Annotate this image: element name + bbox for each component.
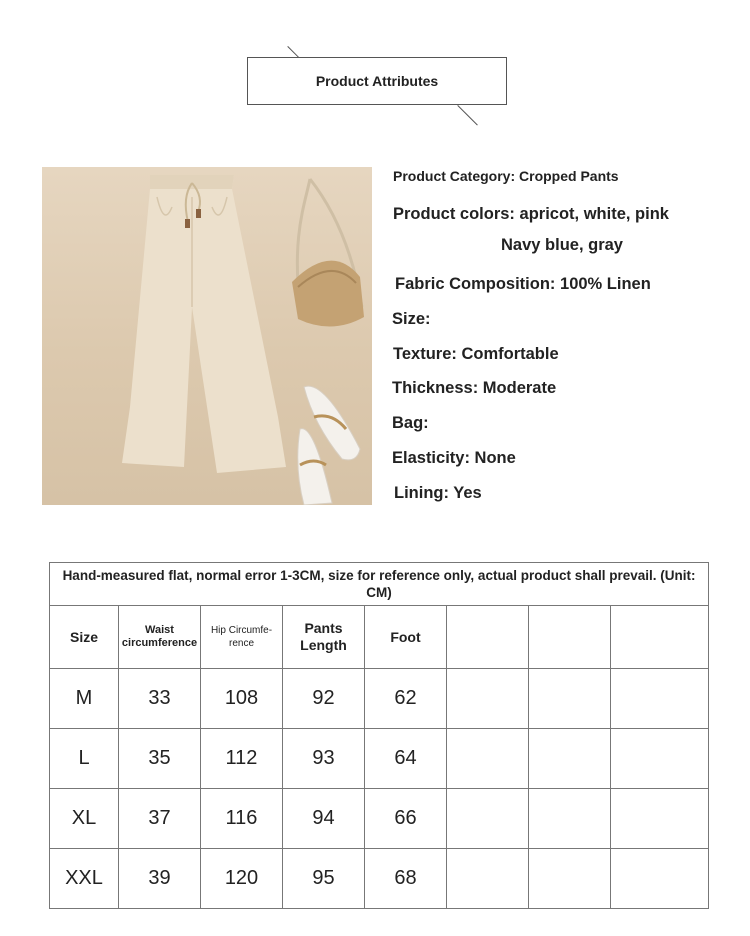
cell-foot: 68: [365, 849, 447, 909]
attr-product-category: Product Category: Cropped Pants: [393, 168, 619, 184]
cell-waist: 33: [119, 669, 201, 729]
cell-waist: 37: [119, 789, 201, 849]
attr-bag: Bag:: [392, 414, 429, 432]
cell-hip: 108: [201, 669, 283, 729]
cell-length: 92: [283, 669, 365, 729]
table-row: [50, 789, 709, 849]
product-photo: [42, 167, 372, 505]
attr-size: Size:: [392, 310, 431, 328]
cell-hip: 120: [201, 849, 283, 909]
table-row: [50, 729, 709, 789]
cell-hip: 112: [201, 729, 283, 789]
attributes-banner: [247, 57, 507, 105]
attr-elasticity: Elasticity: None: [392, 449, 516, 467]
cell-length: 93: [283, 729, 365, 789]
empty-cell: [529, 789, 611, 849]
empty-cell: [611, 606, 709, 669]
empty-cell: [529, 729, 611, 789]
empty-cell: [447, 729, 529, 789]
cell-length: 94: [283, 789, 365, 849]
header-hip: Hip Circumfe- rence: [201, 606, 283, 669]
header-foot: Foot: [365, 606, 447, 669]
attr-thickness: Thickness: Moderate: [392, 379, 557, 397]
empty-cell: [447, 789, 529, 849]
cell-foot: 66: [365, 789, 447, 849]
empty-cell: [529, 849, 611, 909]
cell-length: 95: [283, 849, 365, 909]
table-row: [50, 849, 709, 909]
cell-size: L: [50, 729, 119, 789]
cell-hip: 116: [201, 789, 283, 849]
product-photo-art: [42, 167, 372, 505]
cell-foot: 62: [365, 669, 447, 729]
attr-texture: Texture: Comfortable: [393, 345, 559, 363]
attr-fabric-composition: Fabric Composition: 100% Linen: [395, 275, 651, 293]
empty-cell: [529, 669, 611, 729]
empty-cell: [447, 669, 529, 729]
cell-waist: 35: [119, 729, 201, 789]
empty-cell: [447, 849, 529, 909]
empty-cell: [529, 606, 611, 669]
header-waist: Waist circumference: [119, 606, 201, 669]
size-table-note: Hand-measured flat, normal error 1-3CM, size for reference only, actual product shall prevail. (Unit: CM): [50, 563, 709, 606]
empty-cell: [611, 789, 709, 849]
header-size: Size: [50, 606, 119, 669]
size-table: [49, 562, 709, 909]
attr-product-colors: Product colors: apricot, white, pink: [393, 205, 669, 223]
cell-size: XL: [50, 789, 119, 849]
size-table-header-row: [50, 606, 709, 669]
attr-lining: Lining: Yes: [394, 484, 482, 502]
page-title: Product Attributes: [315, 73, 439, 89]
header-pants-length: Pants Length: [283, 606, 365, 669]
empty-cell: [447, 606, 529, 669]
empty-cell: [611, 849, 709, 909]
table-row: [50, 669, 709, 729]
cell-waist: 39: [119, 849, 201, 909]
banner-accent-line: [457, 105, 478, 126]
cell-foot: 64: [365, 729, 447, 789]
empty-cell: [611, 729, 709, 789]
attr-product-colors-cont: Navy blue, gray: [501, 236, 623, 254]
cell-size: M: [50, 669, 119, 729]
cell-size: XXL: [50, 849, 119, 909]
empty-cell: [611, 669, 709, 729]
